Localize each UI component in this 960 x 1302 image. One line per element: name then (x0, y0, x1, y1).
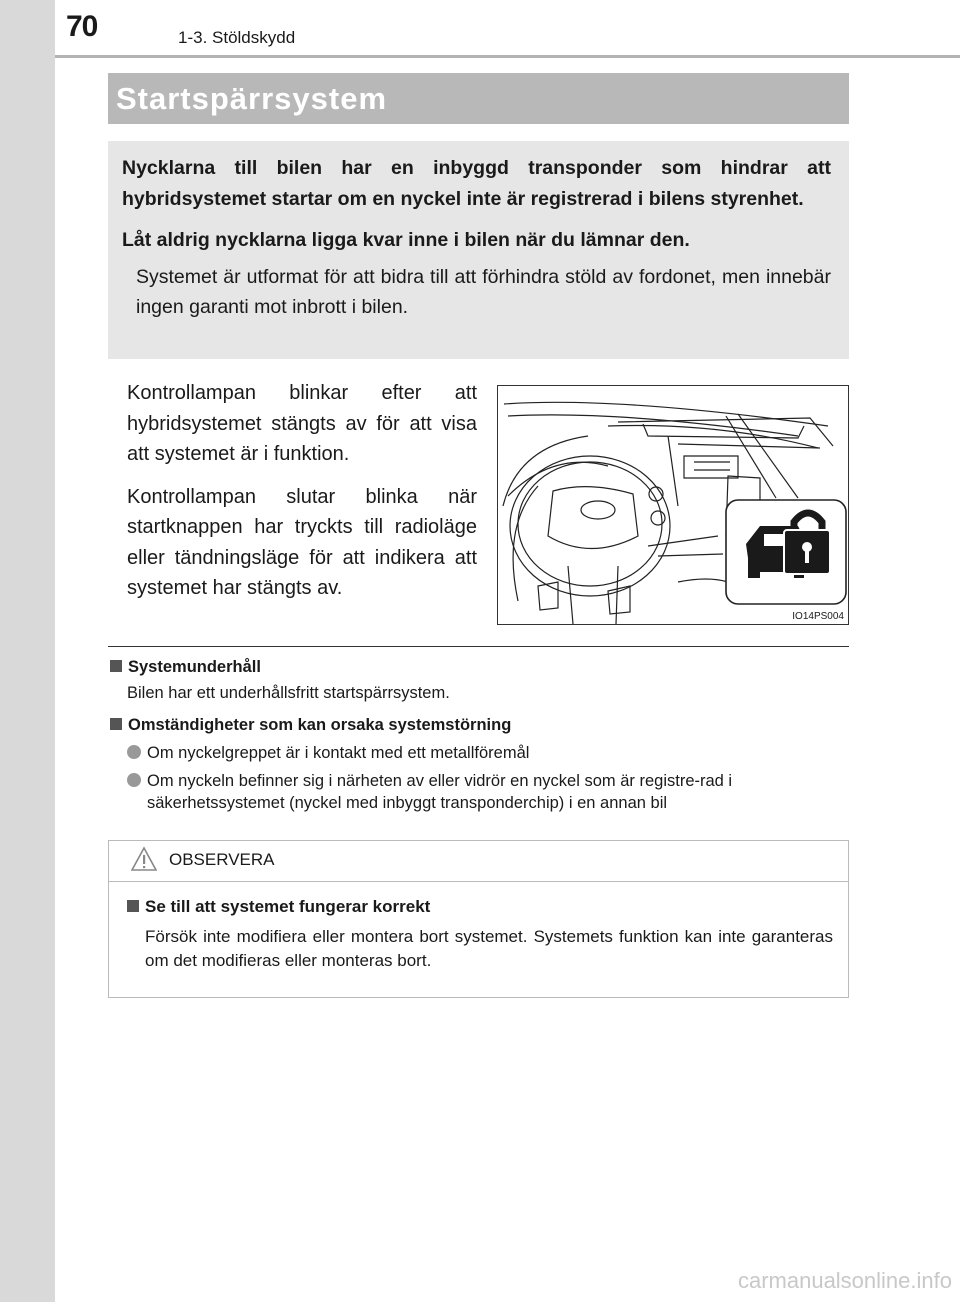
malfunction-heading: Omständigheter som kan orsaka systemstörning (110, 714, 850, 736)
body-paragraph-1: Kontrollampan blinkar efter att hybridsystemet stängts av för att visa att systemet är i funktion. (127, 382, 477, 465)
title-band (108, 73, 849, 124)
square-bullet-icon (110, 660, 122, 672)
dashboard-illustration (497, 385, 849, 625)
square-bullet-icon (127, 900, 139, 912)
warning-triangle-icon (131, 846, 157, 872)
intro-paragraph-1: Nycklarna till bilen har en inbyggd transponder som hindrar att hybridsystemet startar om en nyckel inte är registrerad i bilens styrenhet. (122, 157, 831, 210)
watermark: carmanualsonline.info (737, 1268, 952, 1293)
round-bullet-icon (127, 745, 141, 759)
body-paragraph-2: Kontrollampan slutar blinka när startknappen har tryckts till radioläge eller tändningsläge för att indikera att systemet har stängts av. (127, 485, 477, 599)
header-rule (55, 55, 960, 58)
notes-section (110, 656, 850, 814)
maintenance-text: Bilen har ett underhållsfritt startspärrsystem. (127, 684, 450, 702)
warning-label: OBSERVERA (169, 850, 275, 869)
warning-header (109, 841, 848, 882)
figure-code: IO14PS004 (792, 611, 844, 622)
maintenance-heading: Systemunderhåll (110, 656, 850, 678)
intro-paragraph-2: Låt aldrig nycklarna ligga kvar inne i bilen när du lämnar den. (122, 229, 690, 251)
running-head: 1-3. Stöldskydd (178, 28, 296, 47)
dashboard-line-drawing (498, 386, 848, 624)
warning-heading: Se till att systemet fungerar korrekt (127, 897, 430, 917)
list-item: Om nyckeln befinner sig i närheten av eller vidrör en nyckel som är registre-rad i säkerhetssystemet (nyckel med inbyggt transponderchip) i en annan bil (127, 770, 850, 814)
list-item: Om nyckelgreppet är i kontakt med ett metallföremål (127, 742, 850, 764)
intro-box (108, 141, 849, 359)
section-title: Startspärrsystem (116, 81, 388, 116)
body-text (127, 378, 477, 604)
page-number: 70 (66, 10, 98, 43)
section-divider (108, 646, 849, 647)
square-bullet-icon (110, 718, 122, 730)
warning-box (108, 840, 849, 998)
warning-text: Försök inte modifiera eller montera bort systemet. Systemets funktion kan inte garanteras om det modifieras eller monteras bort. (145, 927, 833, 970)
round-bullet-icon (127, 773, 141, 787)
intro-paragraph-3: Systemet är utformat för att bidra till att förhindra stöld av fordonet, men innebär ingen garanti mot inbrott i bilen. (136, 266, 831, 318)
side-strip (0, 0, 55, 1302)
